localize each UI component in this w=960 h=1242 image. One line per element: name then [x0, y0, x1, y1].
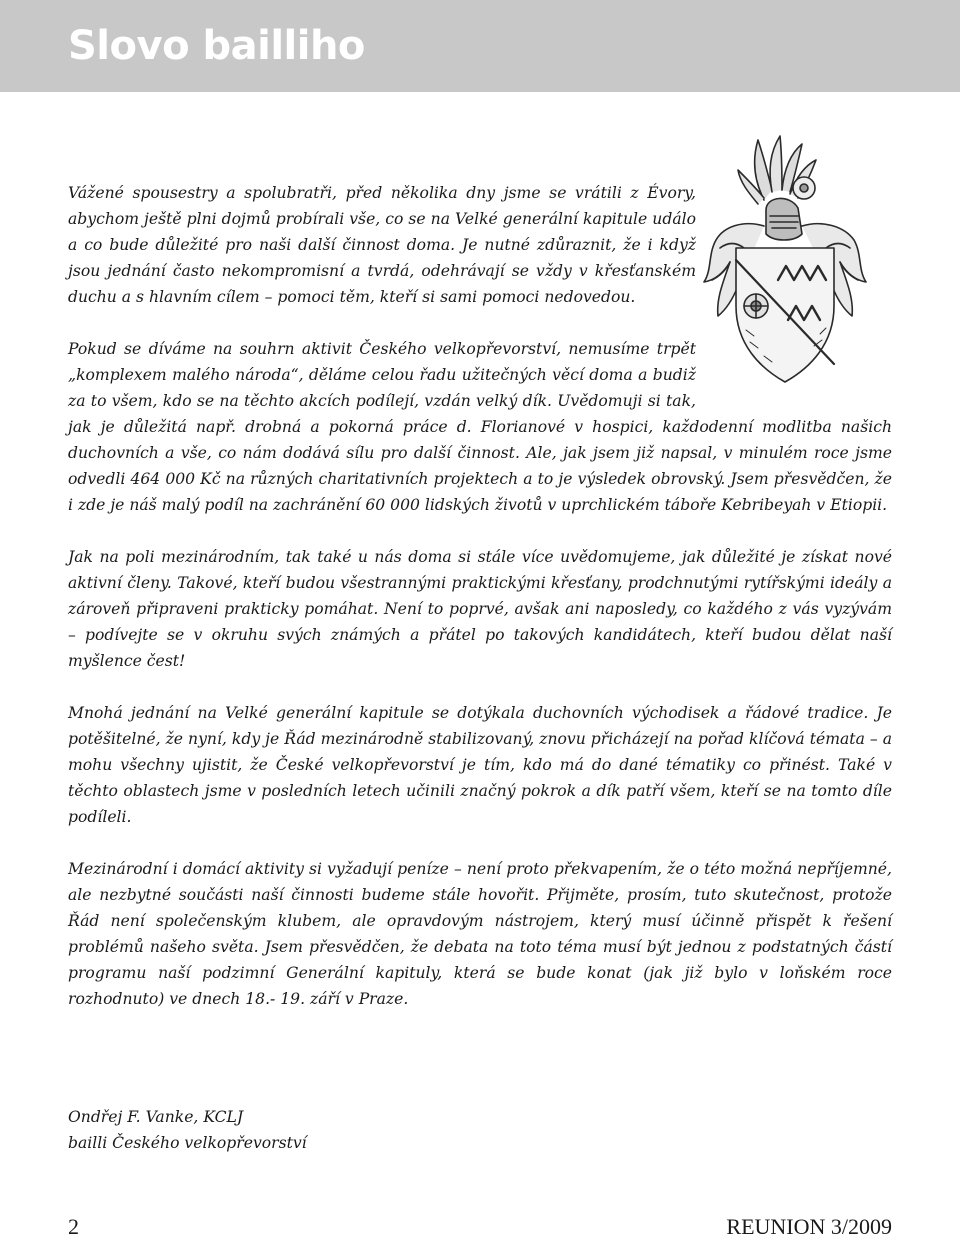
signature-name: Ondřej F. Vanke, KCLJ: [68, 1108, 244, 1126]
page-title: Slovo bailliho: [68, 23, 365, 69]
paragraph-3: Jak na poli mezinárodním, tak také u nás doma si stále více uvědomujeme, jak důležité je získat nové aktivní členy. Takové, kteří budou všestrannými praktickými křesťany, prodchnutými rytířskými ideály a zároveň připraveni prakticky pomáhat. Není to poprvé, avšak ani naposledy, co každého z vás vyzývám – podívejte se v okruhu svých známých a přátel po takových kandidátech, kteří budou dělat naší myšlence čest!: [68, 548, 892, 670]
title-bar: [0, 0, 960, 92]
page-number: 2: [68, 1214, 79, 1239]
paragraph-2: Pokud se díváme na souhrn aktivit Českého velkopřevorství, nemusíme trpět „komplexem malého národa“, děláme celou řadu užitečných věcí doma a budiž za to všem, kdo se na těchto akcích podílejí, vzdán velký dík. Uvědomuji si tak, jak je důležitá např. drobná a pokorná práce d. Florianové v hospici, každodenní modlitba našich duchovních a vše, co nám dodává sílu pro další činnost. Ale, jak jsem již napsal, v minulém roce jsme odvedli 464 000 Kč na různých charitativních projektech a to je výsledek obrovský. Jsem přesvědčen, že i zde je náš malý podíl na zachránění 60 000 lidských životů v uprchlickém táboře Kebribeyah v Etiopii.: [68, 340, 892, 514]
paragraph-4: Mnohá jednání na Velké generální kapitule se dotýkala duchovních východisek a řádové tradice. Je potěšitelné, že nyní, kdy je Řád mezinárodně stabilizovaný, znovu přicházejí na pořad klíčová témata – a mohu všechny ujistit, že České velkopřevorství je tím, kdo má do dané tématiky co přinést. Také v těchto oblastech jsme v posledních letech učinili značný pokrok a dík patří všem, kteří se na tomto díle podíleli.: [68, 704, 892, 826]
signature-block: [68, 1104, 307, 1156]
paragraph-5: Mezinárodní i domácí aktivity si vyžadují peníze – není proto překvapením, že o této možná nepříjemné, ale nezbytné součásti naší činnosti budeme stále hovořit. Přijměte, prosím, tuto skutečnost, protože Řád není společenským klubem, ale opravdovým nástrojem, který musí účinně přispět k řešení problémů našeho světa. Jsem přesvědčen, že debata na toto téma musí být jednou z podstatných částí programu naší podzimní Generální kapituly, která se bude konat (jak již bylo v loňském roce rozhodnuto) ve dnech 18.- 19. září v Praze.: [68, 860, 892, 1008]
signature-role: bailli Českého velkopřevorství: [68, 1134, 307, 1152]
paragraph-1: Vážené spousestry a spolubratři, před několika dny jsme se vrátili z Évory, abychom ještě plni dojmů probírali vše, co se na Velké generální kapitule událo a co bude důležité pro naši další činnost doma. Je nutné zdůraznit, že i když jsou jednání často nekompromisní a tvrdá, odehrávají se vždy v křesťanském duchu a s hlavním cílem – pomoci těm, kteří si sami pomoci nedovedou.: [68, 184, 696, 306]
image-float-spacer: [696, 180, 892, 408]
issue-label: REUNION 3/2009: [726, 1214, 892, 1239]
letter-body: [68, 180, 892, 1038]
